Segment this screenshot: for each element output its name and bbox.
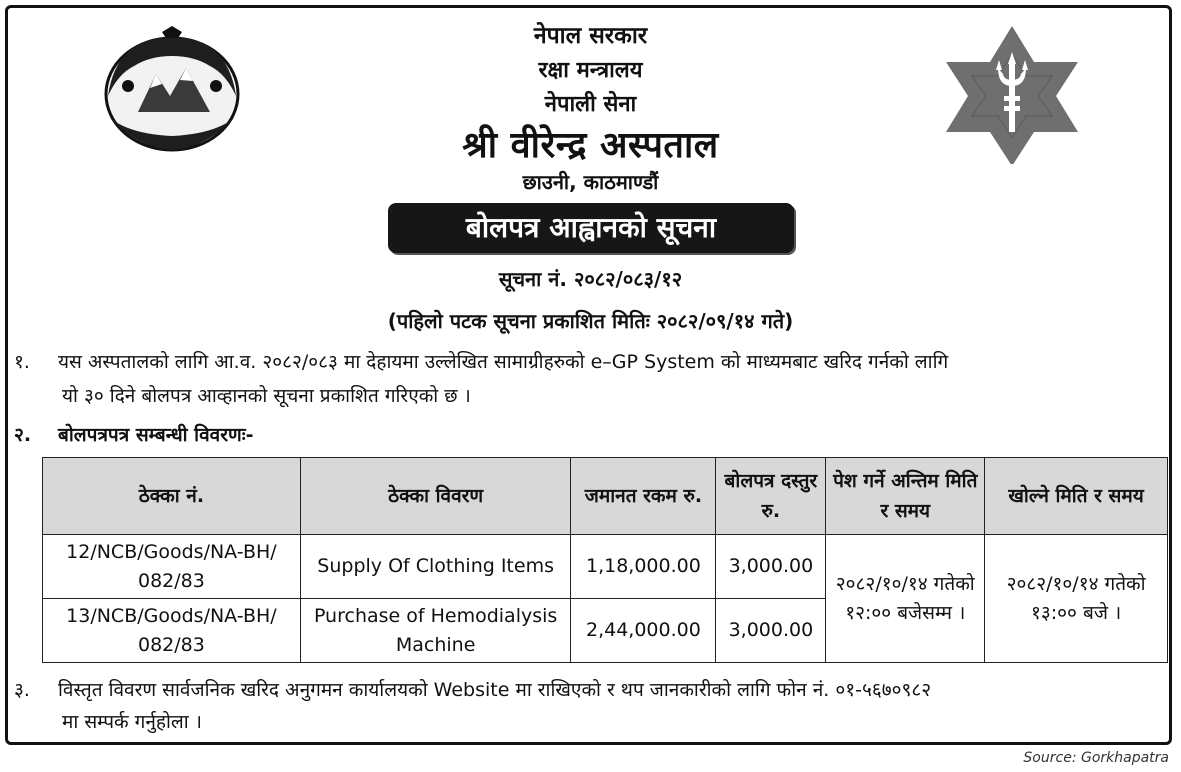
paragraph-2 [14, 419, 253, 451]
opening-datetime-cell: २०८२/१०/१४ गतेको १३:०० बजे । [985, 535, 1168, 663]
header-ministry: रक्षा मन्त्रालय [538, 58, 643, 83]
paragraph-1-number: १. [14, 351, 30, 373]
paragraph-1-text: यस अस्पतालको लागि आ.व. २०८२/०८३ मा देहायमा उल्लेखित सामाग्रीहरुको e–GP System को माध्यमबाट खरिद गर्नको लागि [58, 351, 949, 373]
source-credit: Source: Gorkhapatra [1023, 750, 1169, 766]
header-submission-deadline: पेश गर्ने अन्तिम मिति र समय [826, 458, 985, 535]
paragraph-2-text: बोलपत्रपत्र सम्बन्धी विवरणः- [58, 424, 254, 446]
notice-title-banner: बोलपत्र आह्वानको सूचना [388, 203, 794, 253]
header-bid-fee: बोलपत्र दस्तुर रु. [716, 458, 826, 535]
bid-security-cell: 1,18,000.00 [571, 535, 716, 599]
paragraph-2-number: २. [14, 424, 32, 446]
contract-no-cell: 13/NCB/Goods/NA-BH/ 082/83 [43, 599, 301, 663]
description-cell: Supply Of Clothing Items [300, 535, 571, 599]
notice-number: सूचना नं. २०८२/०८३/१२ [498, 267, 683, 291]
paragraph-3-line-1 [14, 674, 931, 706]
paragraph-3-text: विस्तृत विवरण सार्वजनिक खरिद अनुगमन कार्यालयको Website मा राखिएको र थप जानकारीको लागि फोन नं. ०१-५६७०९८२ [58, 679, 932, 701]
hospital-address: छाउनी, काठमाण्डौं [522, 170, 659, 194]
header-description: ठेक्का विवरण [300, 458, 571, 535]
header-government: नेपाल सरकार [533, 23, 648, 49]
first-published-date: (पहिलो पटक सूचना प्रकाशित मितिः २०८२/०९/१४ गते) [387, 309, 794, 333]
bid-fee-cell: 3,000.00 [716, 535, 826, 599]
paragraph-1-line-2: यो ३० दिने बोलपत्र आव्हानको सूचना प्रकाशित गरिएको छ । [62, 385, 471, 407]
bid-security-cell: 2,44,000.00 [571, 599, 716, 663]
header-contract-no: ठेक्का नं. [43, 458, 301, 535]
paragraph-1-line-1 [14, 346, 948, 378]
paragraph-3-line-2: मा सम्पर्क गर्नुहोला । [62, 711, 202, 733]
table-row [43, 535, 1168, 599]
bid-fee-cell: 3,000.00 [716, 599, 826, 663]
contract-no-cell: 12/NCB/Goods/NA-BH/ 082/83 [43, 535, 301, 599]
tender-table [42, 457, 1168, 663]
paragraph-3-number: ३. [14, 679, 30, 701]
submission-deadline-cell: २०८२/१०/१४ गतेको १२:०० बजेसम्म । [826, 535, 985, 663]
header-bid-security: जमानत रकम रु. [571, 458, 716, 535]
table-header-row [43, 458, 1168, 535]
header-opening-datetime: खोल्ने मिति र समय [985, 458, 1168, 535]
hospital-name: श्री वीरेन्द्र अस्पताल [462, 125, 719, 166]
header-army: नेपाली सेना [544, 92, 637, 117]
description-cell: Purchase of Hemodialysis Machine [300, 599, 571, 663]
